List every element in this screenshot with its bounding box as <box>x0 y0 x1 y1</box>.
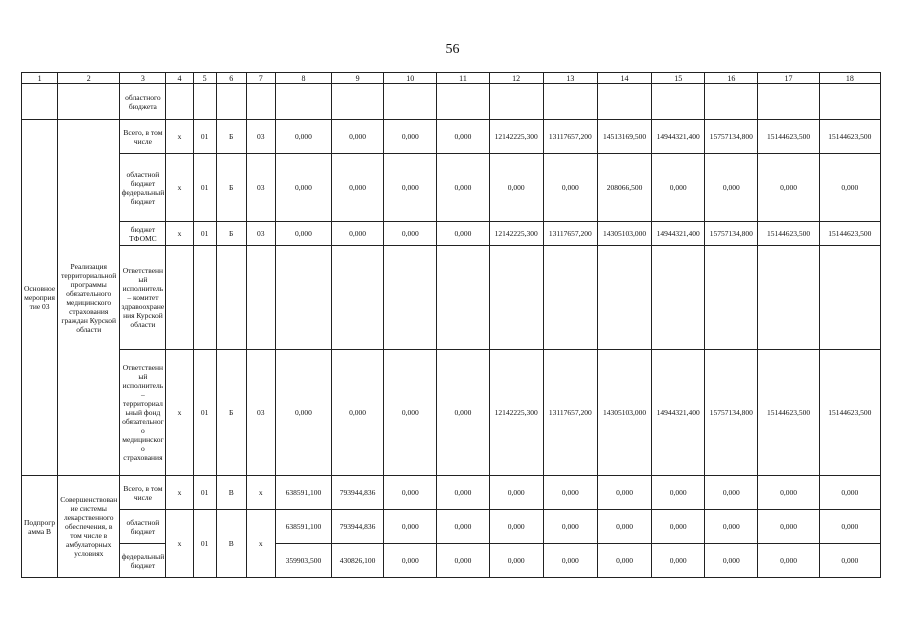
value-cell: 0,000 <box>437 222 489 246</box>
value-cell: 0,000 <box>384 350 437 476</box>
value-cell: 0,000 <box>437 476 489 510</box>
responsible-executor: Ответственный исполнитель – территориальный фонд обязательного медицинского страхования <box>120 350 166 476</box>
code-cell: 01 <box>193 510 216 578</box>
code-cell: Б <box>216 154 246 222</box>
value-cell: 208066,500 <box>597 154 651 222</box>
funding-source: бюджет ТФОМС <box>120 222 166 246</box>
value-cell: 0,000 <box>489 544 543 578</box>
code-cell: 01 <box>193 476 216 510</box>
subprogram-title: Совершенствование системы лекарственного обеспечения, в том числе в амбулаторных условиях <box>58 476 120 578</box>
value-cell: 0,000 <box>597 544 651 578</box>
value-cell: 15144623,500 <box>758 120 819 154</box>
value-cell: 15144623,500 <box>758 222 819 246</box>
table-row <box>22 246 881 350</box>
code-cell: х <box>166 476 193 510</box>
value-cell: 0,000 <box>652 476 705 510</box>
code-cell: Б <box>216 222 246 246</box>
column-header: 12 <box>489 73 543 84</box>
measure-name: Основное мероприятие 03 <box>22 120 58 476</box>
funding-source: Всего, в том числе <box>120 120 166 154</box>
value-cell: 14944321,400 <box>652 350 705 476</box>
value-cell: 638591,100 <box>275 510 331 544</box>
value-cell: 0,000 <box>437 120 489 154</box>
column-header: 8 <box>275 73 331 84</box>
code-cell: В <box>216 476 246 510</box>
code-cell: 03 <box>246 120 275 154</box>
value-cell: 12142225,300 <box>489 120 543 154</box>
value-cell: 0,000 <box>543 154 597 222</box>
value-cell: 0,000 <box>758 476 819 510</box>
value-cell: 14305103,000 <box>597 350 651 476</box>
value-cell: 0,000 <box>384 222 437 246</box>
value-cell: 0,000 <box>332 120 384 154</box>
table-row <box>22 476 881 510</box>
value-cell: 0,000 <box>819 510 880 544</box>
value-cell: 0,000 <box>652 510 705 544</box>
value-cell: 13117657,200 <box>543 222 597 246</box>
column-header: 15 <box>652 73 705 84</box>
funding-source: областной бюджет федеральный бюджет <box>120 154 166 222</box>
column-header: 6 <box>216 73 246 84</box>
value-cell: 0,000 <box>275 350 331 476</box>
value-cell: 793944,836 <box>332 510 384 544</box>
value-cell: 15757134,800 <box>705 120 758 154</box>
column-header: 16 <box>705 73 758 84</box>
column-header: 13 <box>543 73 597 84</box>
measure-title: Реализация территориальной программы обязательного медицинского страхования граждан Курской области <box>58 120 120 476</box>
value-cell: 638591,100 <box>275 476 331 510</box>
value-cell: 0,000 <box>437 154 489 222</box>
value-cell: 0,000 <box>819 154 880 222</box>
code-cell: х <box>166 154 193 222</box>
value-cell: 0,000 <box>437 350 489 476</box>
value-cell: 14305103,000 <box>597 222 651 246</box>
value-cell: 13117657,200 <box>543 120 597 154</box>
column-header: 4 <box>166 73 193 84</box>
value-cell: 0,000 <box>758 544 819 578</box>
value-cell: 0,000 <box>705 154 758 222</box>
value-cell: 0,000 <box>819 544 880 578</box>
value-cell: 0,000 <box>758 154 819 222</box>
value-cell: 430826,100 <box>332 544 384 578</box>
value-cell: 0,000 <box>758 510 819 544</box>
value-cell: 0,000 <box>489 476 543 510</box>
value-cell: 0,000 <box>384 476 437 510</box>
value-cell: 15757134,800 <box>705 350 758 476</box>
value-cell: 0,000 <box>275 154 331 222</box>
value-cell: 12142225,300 <box>489 350 543 476</box>
value-cell: 793944,836 <box>332 476 384 510</box>
funding-source: федеральный бюджет <box>120 544 166 578</box>
value-cell: 0,000 <box>384 154 437 222</box>
table-row <box>22 84 881 120</box>
table-row <box>22 544 881 578</box>
funding-source: областного бюджета <box>120 84 166 120</box>
empty-cell <box>58 84 120 120</box>
code-cell: х <box>166 510 193 578</box>
value-cell: 0,000 <box>543 510 597 544</box>
column-header: 14 <box>597 73 651 84</box>
code-cell: 01 <box>193 154 216 222</box>
value-cell: 14944321,400 <box>652 120 705 154</box>
code-cell: Б <box>216 120 246 154</box>
value-cell: 15144623,500 <box>819 120 880 154</box>
code-cell: 03 <box>246 154 275 222</box>
funding-source: областной бюджет <box>120 510 166 544</box>
value-cell: 0,000 <box>597 510 651 544</box>
value-cell: 0,000 <box>437 510 489 544</box>
value-cell: 0,000 <box>332 154 384 222</box>
code-cell: х <box>166 350 193 476</box>
column-header: 3 <box>120 73 166 84</box>
value-cell: 0,000 <box>652 154 705 222</box>
value-cell: 15144623,500 <box>758 350 819 476</box>
funding-source: Всего, в том числе <box>120 476 166 510</box>
code-cell: х <box>246 476 275 510</box>
value-cell: 13117657,200 <box>543 350 597 476</box>
value-cell: 0,000 <box>543 476 597 510</box>
table-row <box>22 154 881 222</box>
value-cell: 0,000 <box>332 222 384 246</box>
code-cell: В <box>216 510 246 578</box>
code-cell: 03 <box>246 350 275 476</box>
value-cell: 0,000 <box>384 510 437 544</box>
value-cell: 0,000 <box>819 476 880 510</box>
column-header: 10 <box>384 73 437 84</box>
value-cell: 0,000 <box>384 120 437 154</box>
code-cell: 01 <box>193 222 216 246</box>
column-header: 17 <box>758 73 819 84</box>
page-number: 56 <box>445 42 460 57</box>
value-cell: 0,000 <box>543 544 597 578</box>
column-header: 2 <box>58 73 120 84</box>
value-cell: 15757134,800 <box>705 222 758 246</box>
code-cell: 01 <box>193 120 216 154</box>
code-cell: х <box>166 120 193 154</box>
value-cell: 14513169,500 <box>597 120 651 154</box>
code-cell: х <box>246 510 275 578</box>
value-cell: 15144623,500 <box>819 222 880 246</box>
value-cell: 15144623,500 <box>819 350 880 476</box>
code-cell: Б <box>216 350 246 476</box>
column-header: 1 <box>22 73 58 84</box>
budget-table <box>21 72 881 578</box>
table-row <box>22 120 881 154</box>
value-cell: 0,000 <box>597 476 651 510</box>
column-header-row <box>22 73 881 84</box>
code-cell: 03 <box>246 222 275 246</box>
responsible-executor: Ответственный исполнитель – комитет здравоохранения Курской области <box>120 246 166 350</box>
value-cell: 0,000 <box>705 544 758 578</box>
table-row <box>22 350 881 476</box>
value-cell: 0,000 <box>275 222 331 246</box>
value-cell: 12142225,300 <box>489 222 543 246</box>
table-row <box>22 510 881 544</box>
column-header: 9 <box>332 73 384 84</box>
table-row <box>22 222 881 246</box>
code-cell: х <box>166 222 193 246</box>
empty-cell <box>22 84 58 120</box>
value-cell: 0,000 <box>705 476 758 510</box>
value-cell: 14944321,400 <box>652 222 705 246</box>
value-cell: 359903,500 <box>275 544 331 578</box>
column-header: 18 <box>819 73 880 84</box>
value-cell: 0,000 <box>489 154 543 222</box>
subprogram-name: Подпрограмма В <box>22 476 58 578</box>
column-header: 11 <box>437 73 489 84</box>
value-cell: 0,000 <box>652 544 705 578</box>
value-cell: 0,000 <box>384 544 437 578</box>
value-cell: 0,000 <box>705 510 758 544</box>
value-cell: 0,000 <box>275 120 331 154</box>
column-header: 7 <box>246 73 275 84</box>
code-cell: 01 <box>193 350 216 476</box>
value-cell: 0,000 <box>437 544 489 578</box>
column-header: 5 <box>193 73 216 84</box>
value-cell: 0,000 <box>332 350 384 476</box>
value-cell: 0,000 <box>489 510 543 544</box>
